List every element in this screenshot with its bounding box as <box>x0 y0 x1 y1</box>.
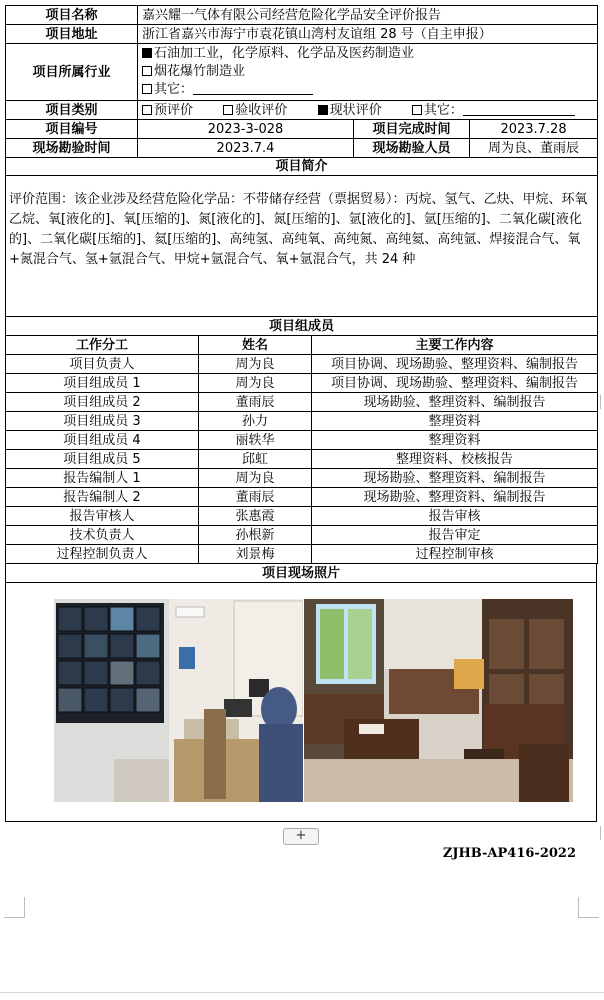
team-role-cell: 项目负责人 <box>6 355 199 374</box>
checkbox-checked-icon <box>318 105 328 115</box>
surveyors-value: 周为良、董雨辰 <box>470 139 598 158</box>
team-row <box>6 469 598 488</box>
team-work-cell: 整理资料、校核报告 <box>312 450 598 469</box>
team-role-cell: 技术负责人 <box>6 526 199 545</box>
team-work-cell: 报告审定 <box>312 526 598 545</box>
site-photos <box>6 583 596 821</box>
checkbox-checked-icon <box>142 48 152 58</box>
survey-time-label: 现场勘验时间 <box>6 139 138 158</box>
checkbox-empty-icon <box>142 105 152 115</box>
team-role-cell: 项目组成员 4 <box>6 431 199 450</box>
team-name-cell: 周为良 <box>199 374 312 393</box>
project-address-value: 浙江省嘉兴市海宁市袁花镇山湾村友谊组 28 号（自主申报） <box>138 25 598 44</box>
fill-in-line <box>193 81 313 95</box>
team-work-cell: 项目协调、现场勘验、整理资料、编制报告 <box>312 355 598 374</box>
checkbox-empty-icon <box>142 84 152 94</box>
team-row <box>6 488 598 507</box>
team-name-cell: 邱虹 <box>199 450 312 469</box>
team-row <box>6 507 598 526</box>
team-work-cell: 现场勘验、整理资料、编制报告 <box>312 469 598 488</box>
team-name-cell: 刘景梅 <box>199 545 312 564</box>
industry-label: 项目所属行业 <box>6 44 138 101</box>
project-info-table <box>5 5 598 355</box>
margin-mark <box>600 395 601 409</box>
team-role-cell: 报告编制人 2 <box>6 488 199 507</box>
team-row <box>6 450 598 469</box>
team-work-cell: 现场勘验、整理资料、编制报告 <box>312 488 598 507</box>
industry-option-2: 烟花爆竹制造业 <box>142 63 593 81</box>
team-name-cell: 孙力 <box>199 412 312 431</box>
team-row <box>6 355 598 374</box>
team-role-cell: 项目组成员 2 <box>6 393 199 412</box>
category-options: 预评价 验收评价 现状评价 其它： <box>138 101 598 120</box>
project-number-label: 项目编号 <box>6 120 138 139</box>
team-name-cell: 张惠霞 <box>199 507 312 526</box>
team-role-cell: 项目组成员 5 <box>6 450 199 469</box>
team-row <box>6 545 598 564</box>
team-table <box>5 354 598 564</box>
document-code: ZJHB-AP416-2022 <box>442 846 576 861</box>
project-name-label: 项目名称 <box>6 6 138 25</box>
team-row <box>6 412 598 431</box>
category-label: 项目类别 <box>6 101 138 120</box>
site-photo-office <box>304 599 573 802</box>
intro-title: 项目简介 <box>6 158 598 176</box>
team-row <box>6 393 598 412</box>
crop-mark <box>4 897 25 918</box>
team-name-cell: 董雨辰 <box>199 393 312 412</box>
evaluation-form <box>5 5 597 822</box>
team-name-cell: 周为良 <box>199 355 312 374</box>
team-role-cell: 报告审核人 <box>6 507 199 526</box>
surveyors-label: 现场勘验人员 <box>354 139 470 158</box>
completion-value: 2023.7.28 <box>470 120 598 139</box>
team-row <box>6 526 598 545</box>
team-role-cell: 过程控制负责人 <box>6 545 199 564</box>
fill-in-line <box>463 102 575 116</box>
page-edge <box>0 992 604 993</box>
intro-text: 评价范围：该企业涉及经营危险化学品：不带储存经营（票据贸易）：丙烷、氢气、乙炔、甲烷、环氧乙烷、氧[液化的]、氧[压缩的]、氮[液化的]、氮[压缩的]、氩[液化的]、氩[压缩的]、二氧化碳[液化的]、二氧化碳[压缩的]、氦[压缩的]、高纯氢、高纯氧、高纯氮、高纯氦、高纯氩、焊接混合气、氧+氮混合气、氢+氩混合气、甲烷+氩混合气、氧+氩混合气，共 24 种 <box>6 176 598 317</box>
team-header-name: 姓名 <box>199 336 312 355</box>
team-name-cell: 丽轶华 <box>199 431 312 450</box>
industry-option-1: 石油加工业，化学原料、化学品及医药制造业 <box>142 45 593 63</box>
survey-time-value: 2023.7.4 <box>138 139 354 158</box>
team-header-role: 工作分工 <box>6 336 199 355</box>
team-work-cell: 整理资料 <box>312 431 598 450</box>
add-section-button[interactable]: + <box>283 828 319 845</box>
industry-options <box>138 44 598 101</box>
team-header-work: 主要工作内容 <box>312 336 598 355</box>
photos-table <box>5 563 597 822</box>
team-role-cell: 报告编制人 1 <box>6 469 199 488</box>
team-title: 项目组成员 <box>6 317 598 336</box>
team-role-cell: 项目组成员 3 <box>6 412 199 431</box>
site-photo-monitor-room <box>54 599 303 802</box>
industry-option-3: 其它： <box>142 81 593 99</box>
margin-mark <box>600 826 601 840</box>
team-work-cell: 现场勘验、整理资料、编制报告 <box>312 393 598 412</box>
checkbox-empty-icon <box>223 105 233 115</box>
project-address-label: 项目地址 <box>6 25 138 44</box>
checkbox-empty-icon <box>142 66 152 76</box>
team-name-cell: 孙根新 <box>199 526 312 545</box>
team-work-cell: 过程控制审核 <box>312 545 598 564</box>
crop-mark <box>578 897 599 918</box>
team-row <box>6 431 598 450</box>
completion-label: 项目完成时间 <box>354 120 470 139</box>
photos-title: 项目现场照片 <box>6 564 597 583</box>
team-work-cell: 报告审核 <box>312 507 598 526</box>
team-role-cell: 项目组成员 1 <box>6 374 199 393</box>
project-number-value: 2023-3-028 <box>138 120 354 139</box>
team-work-cell: 整理资料 <box>312 412 598 431</box>
team-row <box>6 374 598 393</box>
team-work-cell: 项目协调、现场勘验、整理资料、编制报告 <box>312 374 598 393</box>
checkbox-empty-icon <box>412 105 422 115</box>
project-name-value: 嘉兴耀一气体有限公司经营危险化学品安全评价报告 <box>138 6 598 25</box>
team-name-cell: 董雨辰 <box>199 488 312 507</box>
team-name-cell: 周为良 <box>199 469 312 488</box>
